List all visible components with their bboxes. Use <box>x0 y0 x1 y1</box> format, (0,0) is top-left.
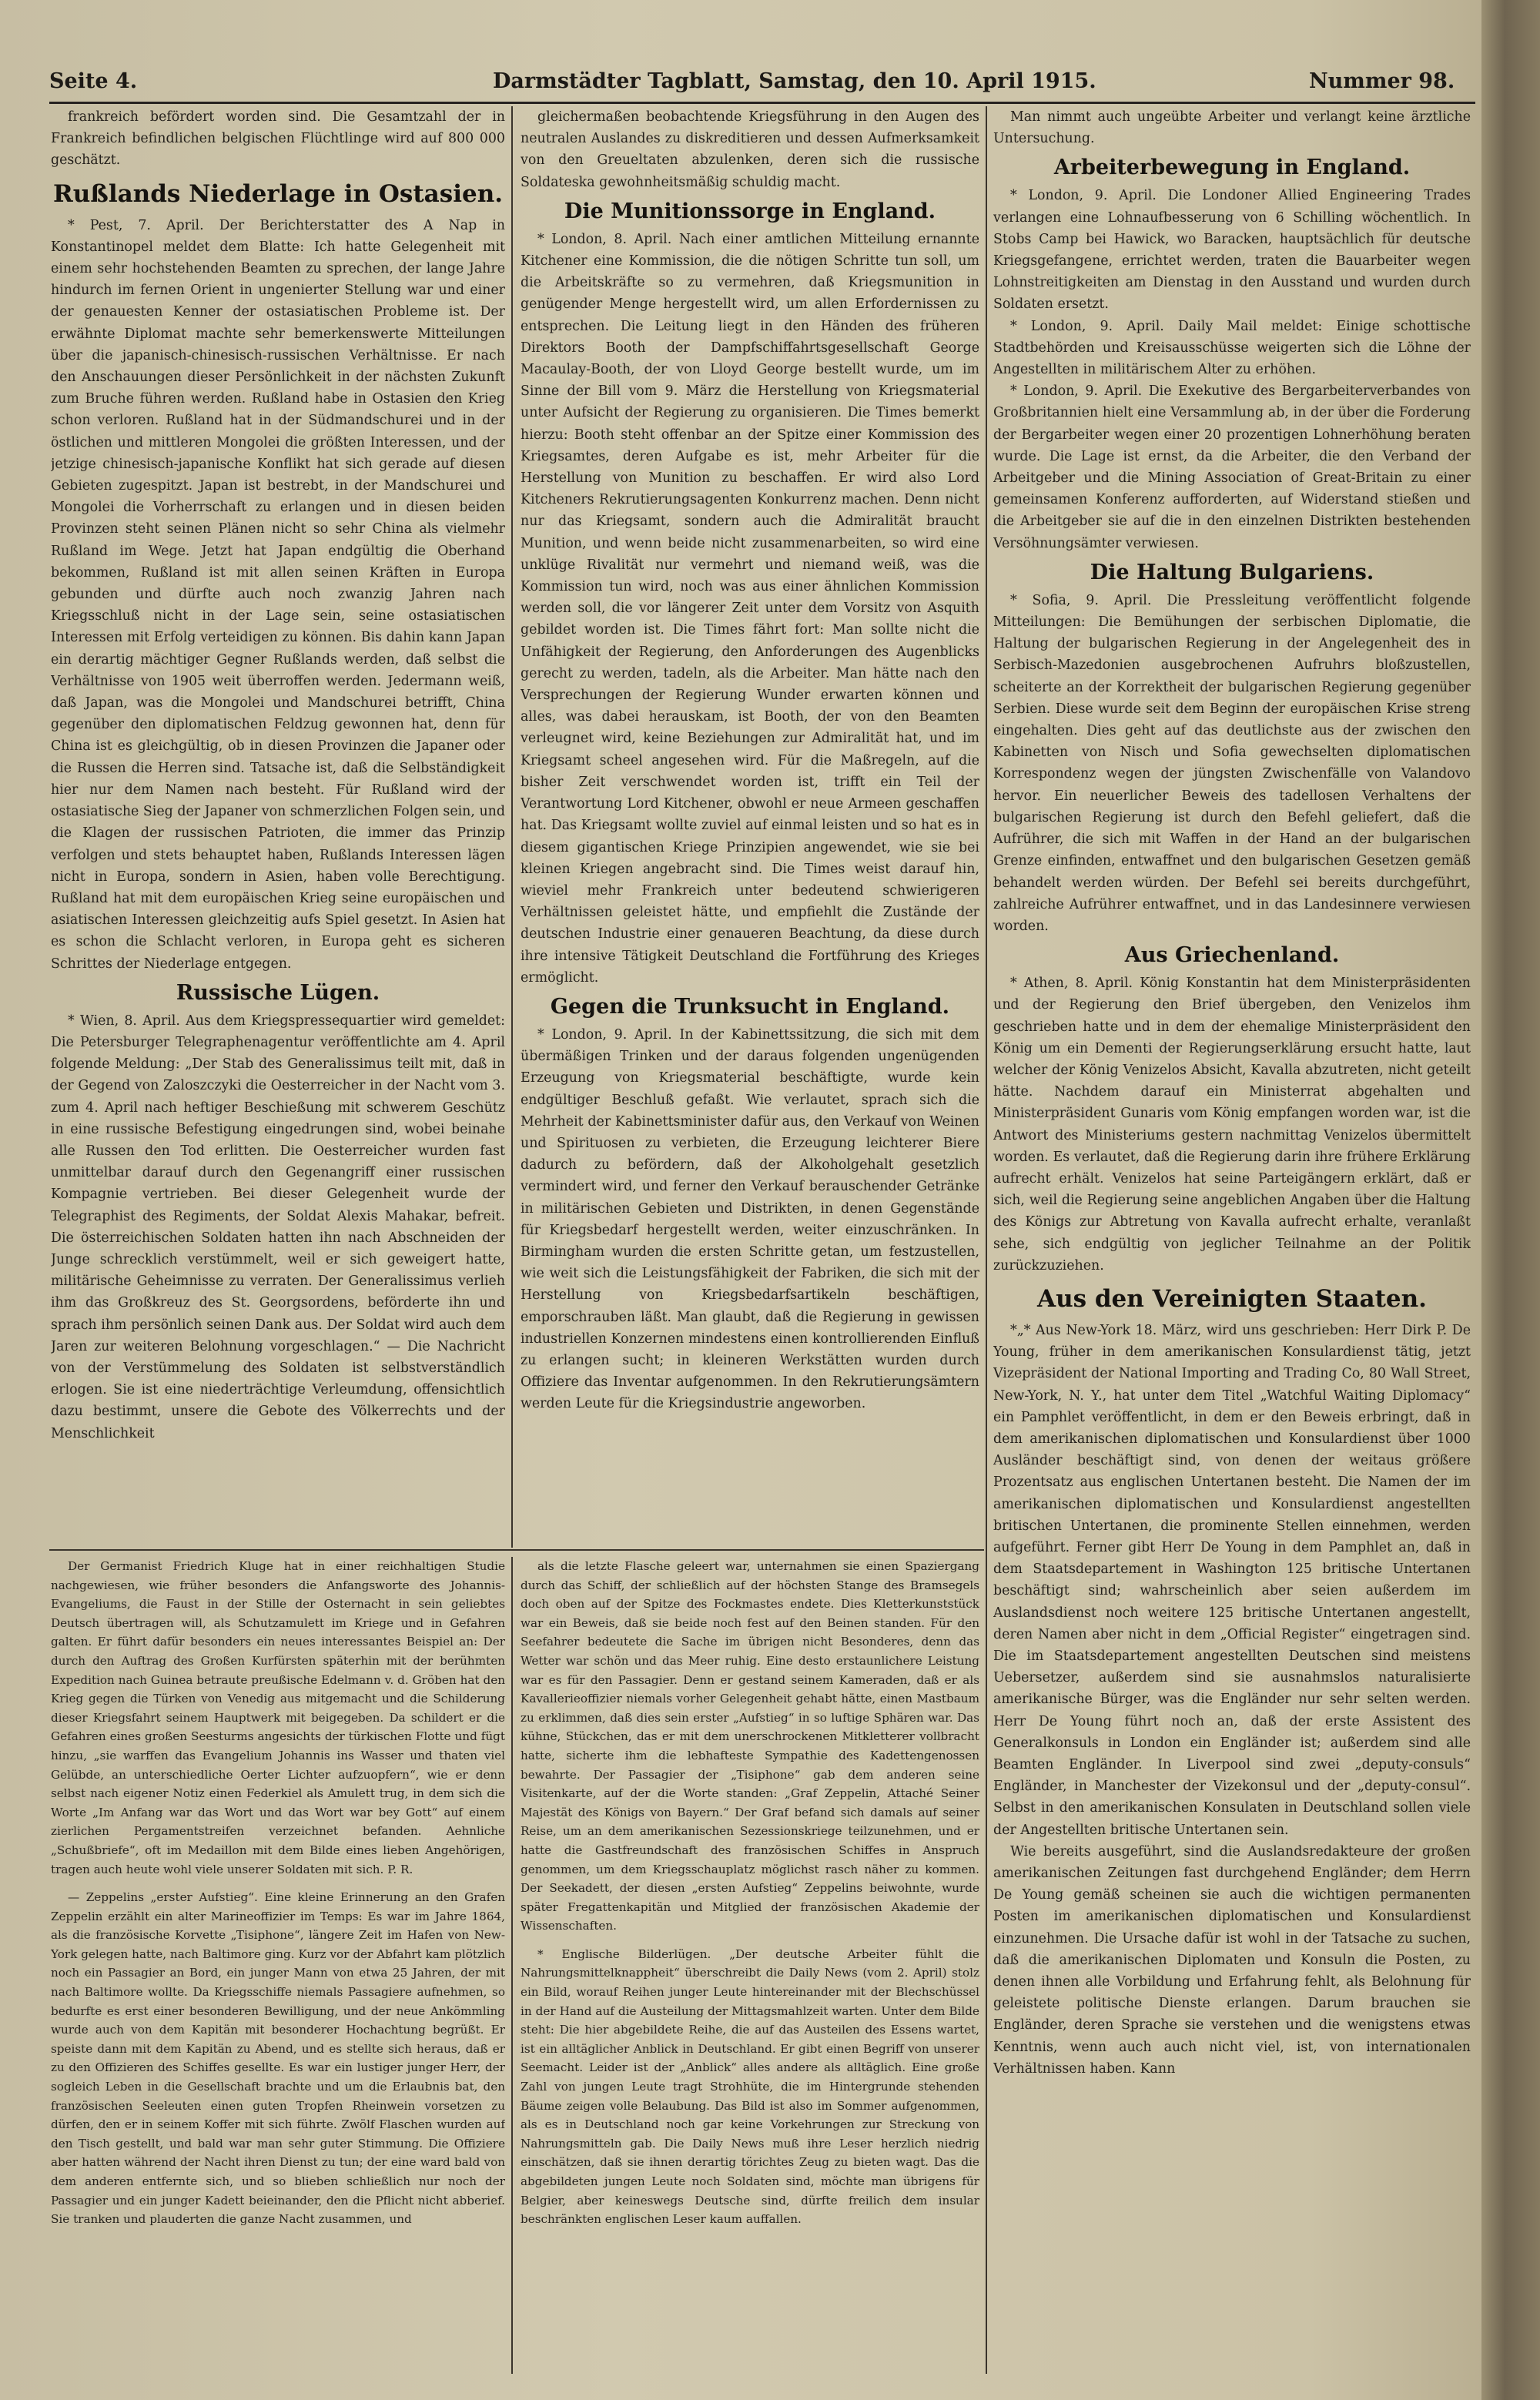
column-rule-1 <box>511 106 513 1548</box>
headline-labour-england: Arbeiterbewegung in England. <box>1053 156 1411 180</box>
column-3 <box>993 106 1471 2378</box>
headline-united-states: Aus den Vereinigten Staaten. <box>1037 1284 1427 1313</box>
article-russia-defeat: * Pest, 7. April. Der Berichterstatter des A Nap in Konstantinopel meldet dem Blatte: Ich hatte Gelegenheit mit einem sehr hochstehenden Beamten zu sprechen, der lange Jahre hindurch im fernen Orient in ungenierter Stellung war und einer der genauesten Kenner der ostasiatischen Probleme ist. Der erwähnte Diplomat machte sehr bemerkenswerte Mitteilungen über die japanisch-chinesisch-russischen Verhältnisse. Er nach den Anschauungen dieser Persönlichkeit in der nächsten Zukunft zum Bruche führen werden. Rußland habe in Ostasien den Krieg schon verloren. Rußland hat in der Südmandschurei und in der östlichen und mittleren Mongolei die größten Interessen, und der jetzige chinesisch-japanische Konflikt hat sich gerade auf diesen Gebieten zugespitzt. Japan ist bestrebt, in der Mandschurei und Mongolei die Vorherrschaft zu erlangen und in diesen beiden Provinzen steht seinen Plänen nicht so sehr China als vielmehr Rußland im Wege. Jetzt hat Japan endgültig die Oberhand bekommen, Rußland ist mit allen seinen Kräften in Europa gebunden und dürfte auch noch zwanzig Jahren nach Kriegsschluß nicht in der Lage sein, seine ostasiatischen Interessen mit Erfolg verteidigen zu können. Bis dahin kann Japan ein derartig mächtiger Gegner Rußlands werden, daß selbst die Verhältnisse von 1905 weit überroffen werden. Jedermann weiß, daß Japan, was die Mongolei und Mandschurei betrifft, China gegenüber den diplomatischen Feldzug gewonnen hat, denn für China ist es gleichgültig, ob in diesen Provinzen die Japaner oder die Russen die Herren sind. Tatsache ist, daß die Selbständigkeit hier nur dem Namen nach besteht. Für Rußland wird der ostasiatische Sieg der Japaner von schmerzlichen Folgen sein, und die Klagen der russischen Patrioten, die immer das Prinzip verfolgen und stets behauptet haben, Rußlands Interessen lägen nicht in Europa, sondern in Asien, haben volle Berechtigung. Rußland hat mit dem europäischen Krieg seine europäischen und asiatischen Interessen gleichzeitig aufs Spiel gesetzt. In Asien hat es schon die Schlacht verloren, in Europa geht es sicheren Schrittes der Niederlage entgegen. <box>51 217 505 972</box>
article-continuation: frankreich befördert worden sind. Die Gesamtzahl der in Frankreich befindlichen belgischen Flüchtlinge wird auf 800 000 geschätzt. <box>51 109 505 169</box>
article-drinking: * London, 9. April. In der Kabinettssitzung, die sich mit dem übermäßigen Trinken und der daraus folgenden ungenügenden Erzeugung von Kriegsmaterial beschäftigte, wurde kein endgültiger Beschluß gefaßt. Wie verlautet, sprach sich die Mehrheit der Kabinettsminister dafür aus, den Verkauf von Weinen und Spirituosen zu verbieten, die Erzeugung leichterer Biere dadurch zu befördern, daß der Alkoholgehalt gesetzlich vermindert wird, und ferner den Verkauf berauschender Getränke in militärischen Gebieten und Distrikten, in denen Gegenstände für Kriegsbedarf hergestellt werden, weiter einzuschränken. In Birmingham wurden die ersten Schritte getan, um festzustellen, wie weit sich die Leistungsfähigkeit der Fabriken, die sich mit der Herstellung von Kriegsbedarfsartikeln beschäftigen, emporschrauben läßt. Man glaubt, daß die Regierung in gewissen industriellen Konzernen mindestens einen kontrollierenden Einfluß zu erlangen sucht; in kleineren Werkstätten wurden durch Offiziere das Inventar aufgenommen. In den Rekrutierungsämtern werden Leute für die Kriegsindustrie angeworben. <box>521 1026 979 1412</box>
article-united-states-1: *„* Aus New-York 18. März, wird uns geschrieben: Herr Dirk P. De Young, früher in dem amerikanischen Konsulardienst tätig, jetzt Vizepräsident der National Importing and Trading Co, 80 Wall Street, New-York, N. Y., hat unter dem Titel „Watchful Waiting Diplomacy“ ein Pamphlet veröffentlicht, in dem er den Beweis erbringt, daß in dem amerikanischen diplomatischen und Konsulardienst über 1000 Ausländer beschäftigt sind, von denen der weitaus größere Prozentsatz aus englischen Untertanen besteht. Die Namen der im amerikanischen diplomatischen und Konsulardienst angestellten britischen Untertanen, die prominente Stellen einnehmen, werden aufgeführt. Ferner gibt Herr De Young in dem Pamphlet an, daß in dem Staatsdepartement in Washington 125 britische Untertanen beschäftigt sind; wahrscheinlich aber seien außerdem im Auslandsdienst noch weitere 125 britische Untertanen angestellt, deren Namen aber nicht in dem „Official Register“ eingetragen sind. Die im Staatsdepartement angestellten Deutschen sind meistens Uebersetzer, außerdem sind sie ausnahmslos naturalisierte amerikanische Bürger, was die Engländer nur sehr selten werden. Herr De Young führt noch an, daß der erste Assistent des Generalkonsuls in London ein Engländer ist; außerdem sind alle Beamten Engländer. In Liverpool sind zwei „deputy-consuls“ Engländer, in Manchester der Vizekonsul und der „deputy-consul“. Selbst in den amerikanischen Konsulaten in Deutschland sollen viele der Angestellten britische Untertanen sein. <box>993 1322 1471 1838</box>
headline-drinking: Gegen die Trunksucht in England. <box>550 994 950 1019</box>
feuilleton-picture-lies: * Englische Bilderlügen. „Der deutsche Arbeiter fühlt die Nahrungsmittelknappheit“ überschreibt die Daily News (vom 2. April) stolz ein Bild, worauf Reihen junger Leute hintereinander mit der Blechschüssel in der Hand auf die Austeilung der Mittagsmahlzeit warten. Unter dem Bilde steht: Die hier abgebildete Reihe, die auf das Austeilen des Essens wartet, ist ein alltäglicher Anblick in Deutschland. Er gibt einen Begriff von unserer Seemacht. Leider ist der „Anblick“ alles andere als alltäglich. Eine große Zahl von jungen Leute tragt Strohhüte, die im Hintergrunde stehenden Bäume zeigen volle Belaubung. Das Bild ist also im Sommer aufgenommen, als es in Deutschland noch gar keine Vorkehrungen zur Streckung von Nahrungsmitteln gab. Die Daily News muß ihre Leser herzlich niedrig einschätzen, daß sie ihnen derartig törichtes Zeug zu bieten wagt. Das die abgebildeten jungen Leute noch Soldaten sind, möchte man übrigens für Belgier, aber keineswegs Deutsche sind, dürfte freilich dem insular beschränkten englischen Leser kaum auffallen. <box>521 1946 979 2227</box>
feuilleton-column-1 <box>51 1557 505 2373</box>
headline-greece: Aus Griechenland. <box>1124 943 1340 968</box>
article-continuation: Man nimmt auch ungeübte Arbeiter und verlangt keine ärztliche Untersuchung. <box>993 109 1471 147</box>
column-1 <box>51 106 505 1546</box>
page-number: Seite 4. <box>49 69 138 93</box>
masthead: Darmstädter Tagblatt, Samstag, den 10. April 1915. <box>493 69 1096 93</box>
headline-russian-lies: Russische Lügen. <box>176 980 380 1005</box>
article-russian-lies: * Wien, 8. April. Aus dem Kriegspressequartier wird gemeldet: Die Petersburger Telegraphenagentur veröffentlichte am 4. April folgende Meldung: „Der Stab des Generalissimus teilt mit, daß in der Gegend von Zaloszczyki die Oesterreicher in der Nacht vom 3. zum 4. April nach heftiger Beschießung mit schwerem Geschütz in eine russische Befestigung eingedrungen sind, wobei beinahe alle Russen den Tod erlitten. Die Oesterreicher wurden fast unmittelbar darauf durch den Gegenangriff einer russischen Kompagnie vertrieben. Bei dieser Gelegenheit wurde der Telegraphist des Regiments, der Soldat Alexis Mahakar, befreit. Die österreichischen Soldaten hatten ihn nach Abschneiden der Junge schrecklich verstümmelt, weil er sich geweigert hatte, militärische Geheimnisse zu verraten. Der Generalissimus verlieh ihm das Großkreuz des St. Georgsordens, beförderte ihn und sprach ihm persönlich seinen Dank aus. Der Soldat wird auch dem Jaren zur weiteren Belohnung vorgeschlagen.“ — Die Nachricht von der Verstümmelung des Soldaten ist selbstverständlich erlogen. Sie ist eine niederträchtige Verleumdung, offensichtlich dazu bestimmt, unsere die Gebote des Völkerrechts und der Menschlichkeit <box>51 1013 505 1441</box>
article-continuation: gleichermaßen beobachtende Kriegsführung in den Augen des neutralen Auslandes zu diskreditieren und dessen Aufmerksamkeit von den Greueltaten abzulenken, deren sich die russische Soldateska gewohnheitsmäßig schuldig macht. <box>521 109 979 190</box>
article-greece: * Athen, 8. April. König Konstantin hat dem Ministerpräsidenten und der Regierung den Brief übergeben, den Venizelos ihm geschrieben hatte und in dem der ehemalige Ministerpräsident den König um ein Dementi der Regierungserklärung ersucht hatte, laut welcher der König Venizelos Absicht, Kavalla abzutreten, nicht geteilt hätte. Nachdem darauf ein Ministerrat abgehalten und Ministerpräsident Gunaris vom König empfangen worden war, ist die Antwort des Ministeriums gestern nachmittag Venizelos übermittelt worden. Es verlautet, daß die Regierung darin ihre frühere Erklärung aufrecht erhält. Venizelos hat seine Parteigängern erklärt, daß er sich, weil die Regierung seine angeblichen Angaben über die Haltung des Königs zur Abtretung von Kavalla aufrecht erhalte, veranlaßt sehe, sich endgültig von jeglicher Teilnahme an der Politik zurückzuziehen. <box>993 976 1471 1274</box>
feuilleton-zeppelin: — Zeppelins „erster Aufstieg“. Eine kleine Erinnerung an den Grafen Zeppelin erzählt ein alter Marineoffizier im Temps: Es war im Jahre 1864, als die französische Korvette „Tisiphone“, längere Zeit im Hafen von New-York gelegen hatte, nach Baltimore ging. Kurz vor der Abfahrt kam plötzlich noch ein Passagier an Bord, ein junger Mann von etwa 25 Jahren, der mit nach Baltimore wollte. Da Kriegsschiffe niemals Passagiere aufnehmen, so bedurfte es erst einer besonderen Bewilligung, und der neue Ankömmling wurde auch von dem Kapitän mit besonderer Hochachtung begrüßt. Er speiste dann mit dem Kapitän zu Abend, und es stellte sich heraus, daß er zu den Offizieren des Schiffes gesellte. Es war ein lustiger junger Herr, der sogleich Leben in die Gesellschaft brachte und um die Erlaubnis bat, den französischen Seeleuten einen guten Tropfen Rheinwein vorsetzen zu dürfen, den er in seinem Koffer mit sich führte. Zwölf Flaschen wurden auf den Tisch gestellt, und bald war man sehr guter Stimmung. Die Offiziere aber hatten während der Nacht ihren Dienst zu tun; der eine ward bald von dem anderen entfernte sich, und so blieben schließlich nur noch der Passagier und ein junger Kadett beieinander, den die Pflicht nicht abberief. Sie tranken und plauderten die ganze Nacht zusammen, und <box>51 1890 505 2227</box>
column-rule-3 <box>511 1557 513 2374</box>
column-rule-2 <box>986 106 987 2374</box>
feuilleton-column-2 <box>521 1557 979 2373</box>
header-rule <box>49 102 1475 104</box>
feuilleton-rule <box>49 1549 984 1551</box>
feuilleton-zeppelin-cont: als die letzte Flasche geleert war, unternahmen sie einen Spaziergang durch das Schiff, der schließlich auf der höchsten Stange des Bramsegels doch oben auf der Spitze des Fockmastes endete. Dies Kletterkunststück war ein Beweis, daß sie beide noch fest auf den Beinen standen. Für den Seefahrer bedeutete die Sache im übrigen nicht Besonderes, denn das Wetter war schön und das Meer ruhig. Eine desto erstaunlichere Leistung war es für den Passagier. Denn er gestand seinem Kameraden, daß er als Kavallerieoffizier niemals vorher Gelegenheit gehabt hätte, einen Mastbaum zu erklimmen, daß dies sein erster „Aufstieg“ in so luftige Sphären war. Das kühne, Stückchen, das er mit dem unerschrockenen Mitkletterer vollbracht hatte, sicherte ihm die lebhafteste Sympathie des Kadettengenossen bewahrte. Der Passagier der „Tisiphone“ gab dem anderen seine Visitenkarte, auf der die Worte standen: „Graf Zeppelin, Attaché Seiner Majestät des Königs von Bayern.“ Der Graf befand sich damals auf seiner Reise, um an dem amerikanischen Sezessionskriege teilzunehmen, und er hatte die Gastfreundschaft des französischen Schiffes in Anspruch genommen, um dem Kriegsschauplatz möglichst rasch näher zu kommen. Der Seekadett, der diesen „ersten Aufstieg“ Zeppelins beiwohnte, wurde später Fregattenkapitän und Mitglied der französischen Akademie der Wissenschaften. <box>521 1559 979 1933</box>
headline-munitions: Die Munitionssorge in England. <box>564 199 936 223</box>
article-labour-2: * London, 9. April. Daily Mail meldet: Einige schottische Stadtbehörden und Kreisausschüsse weigerten sich die Löhne der Angestellten in militärischem Alter zu erhöhen. <box>993 318 1471 378</box>
headline-bulgaria: Die Haltung Bulgariens. <box>1090 560 1374 584</box>
article-labour-1: * London, 9. April. Die Londoner Allied Engineering Trades verlangen eine Lohnaufbesserung von 6 Schilling wöchentlich. In Stobs Camp bei Hawick, wo Baracken, hauptsächlich für deutsche Kriegsgefangene, errichtet werden, traten die Bauarbeiter wegen Lohnstreitigkeiten am Dienstag in den Ausstand und wurden durch Soldaten ersetzt. <box>993 188 1471 313</box>
article-bulgaria: * Sofia, 9. April. Die Pressleitung veröffentlicht folgende Mitteilungen: Die Bemühungen der serbischen Diplomatie, die Haltung der bulgarischen Regierung in der Angelegenheit des in Serbisch-Mazedonien ausgebrochenen Aufruhrs bloßzustellen, scheiterte an der Korrektheit der bulgarischen Regierung gegenüber Serbien. Diese wurde seit dem Beginn der europäischen Krise streng eingehalten. Dies geht auf das deutlichste aus der zwischen den Kabinetten von Nisch und Sofia gewechselten diplomatischen Korrespondenz wegen der jüngsten Zwischenfälle von Valandovo hervor. Ein neuerlicher Beweis des tadellosen Verhaltens der bulgarischen Regierung ist durch den Befehl geliefert, daß die Aufrührer, die sich mit Waffen in der Hand an der bulgarischen Grenze einfinden, entwaffnet und den bulgarischen Gesetzen gemäß behandelt werden würden. Der Befehl sei bereits durchgeführt, zahlreiche Aufrührer entwaffnet, und in das Landesinnere verwiesen worden. <box>993 592 1471 934</box>
page-binding-edge <box>1481 0 1540 2400</box>
headline-russia-defeat: Rußlands Niederlage in Ostasien. <box>52 179 504 208</box>
column-2 <box>521 106 979 1546</box>
feuilleton-kluge: Der Germanist Friedrich Kluge hat in einer reichhaltigen Studie nachgewiesen, wie früher besonders die Anfangsworte des Johannis-Evangeliums, die Faust in der Stille der Osternacht in sein geliebtes Deutsch übertragen will, als Schutzamulett im Kriege und in Gefahren galten. Er führt dafür besonders ein neues interessantes Beispiel an: Der durch den Auftrag des Großen Kurfürsten späterhin mit der berühmten Expedition nach Guinea betraute preußische Edelmann v. d. Gröben hat den Krieg gegen die Türken von Venedig aus mitgemacht und die Schilderung dieser Kriegsfahrt seinem Hauptwerk mit beigegeben. Da schildert er die Gefahren eines großen Seesturms angesichts der türkischen Flotte und fügt hinzu, „sie warffen das Evangelium Johannis ins Wasser und thaten viel Gelübde, an unterschiedliche Oerter Lichter aufzuopfern“, wie er denn selbst nach eigener Notiz einen Federkiel als Amulett trug, in dem sich die Worte „Im Anfang war das Wort und das Wort war bey Gott“ auf einem zierlichen Pergamentstreifen verzeichnet befanden. Aehnliche „Schußbriefe“, oft im Medaillon mit dem Bilde eines lieben Angehörigen, tragen auch heute wohl viele unserer Soldaten mit sich. P. R. <box>51 1559 505 1876</box>
article-munitions: * London, 8. April. Nach einer amtlichen Mitteilung ernannte Kitchener eine Kommission, die die nötigen Schritte tun soll, um die Arbeitskräfte so zu vermehren, daß Kriegsmunition in genügender Menge hergestellt wird, um allen Erfordernissen zu entsprechen. Die Leitung liegt in den Händen des früheren Direktors Booth der Dampfschiffahrtsgesellschaft George Macaulay-Booth, der von Lloyd George bestellt wurde, um im Sinne der Bill vom 9. März die Herstellung von Kriegsmaterial unter Aufsicht der Regierung zu organisieren. Die Times bemerkt hierzu: Booth steht offenbar an der Spitze einer Kommission des Kriegsamtes, deren Aufgabe es ist, mehr Arbeiter für die Herstellung von Munition zu beschaffen. Er wird also Lord Kitcheners Rekrutierungsagenten Konkurrenz machen. Denn nicht nur das Kriegsamt, sondern auch die Admiralität braucht Munition, und wenn beide nicht zusammenarbeiten, so wird eine unklüge Rivalität nur vermehrt und niemand weiß, was die Kommission tun wird, noch was aus einer ähnlichen Kommission werden soll, die vor längerer Zeit unter dem Vorsitz von Asquith gebildet worden ist. Die Times fährt fort: Man sollte nicht die Unfähigkeit der Regierung, den Anforderungen des Augenblicks gerecht zu werden, tadeln, als die Arbeiter. Man hätte nach den Versprechungen der Regierung Wunder erwarten können und alles, was dabei herauskam, ist Booth, der von den Beamten verleugnet wird, keine Beziehungen zur Admiralität hat, und im Kriegsamt scheel angesehen wird. Für die Maßregeln, auf die bisher Zeit verschwendet worden ist, trifft ein Teil der Verantwortung Lord Kitchener, obwohl er neue Armeen geschaffen hat. Das Kriegsamt wollte zuviel auf einmal leisten und so hat es in diesem gigantischen Kriege Prinzipien angewendet, wie sie bei kleinen Kriegen angebracht sind. Die Times weist darauf hin, wieviel mehr Frankreich unter bedeutend schwierigeren Verhältnissen geleistet hätte, und empfiehlt die Zustände der deutschen Industrie einer genaueren Beachtung, da diese durch ihre intensive Tätigkeit Deutschland die Fortführung des Krieges ermöglicht. <box>521 231 979 986</box>
article-united-states-2: Wie bereits ausgeführt, sind die Auslandsredakteure der großen amerikanischen Zeitungen fast durchgehend Engländer; dem Herrn De Young gemäß scheinen sie auch die wichtigen permanenten Posten im amerikanischen diplomatischen und Konsulardienst einzunehmen. Die Ursache dafür ist wohl in der Tatsache zu suchen, daß die amerikanischen Diplomaten und Konsuln die Posten, zu denen ihnen alle Vorbildung und Erfahrung fehlt, als Belohnung für geleistete politische Dienste erlangen. Darum brauchen sie Engländer, deren Sprache sie verstehen und die wenigstens etwas Kenntnis, wenn auch auch nicht viel, ist, von internationalen Verhältnissen haben. Kann <box>993 1843 1471 2077</box>
issue-number: Nummer 98. <box>1309 69 1455 93</box>
article-labour-3: * London, 9. April. Die Exekutive des Bergarbeiterverbandes von Großbritannien hielt eine Versammlung ab, in der über die Forderung der Bergarbeiter wegen einer 20 prozentigen Lohnerhöhung beraten wurde. Die Lage ist ernst, da die Arbeiter, die den Verband der Arbeitgeber und die Mining Association of Great-Britain zu einer gemeinsamen Konferenz aufforderten, auf Widerstand stießen und die Arbeitgeber sie auf die in den einzelnen Distrikten bestehenden Versöhnungsämter verwiesen. <box>993 383 1471 551</box>
